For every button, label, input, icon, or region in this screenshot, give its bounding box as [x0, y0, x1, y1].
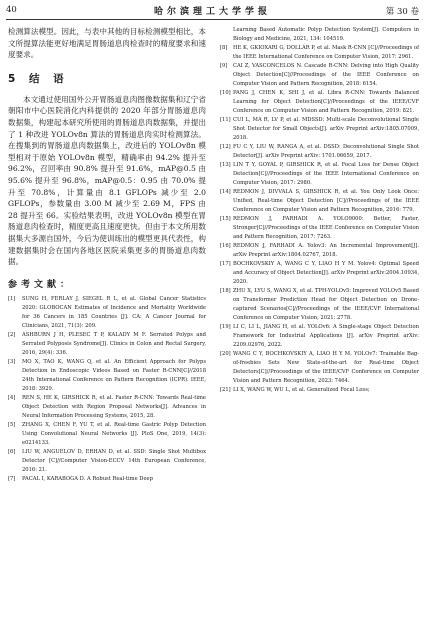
reference-text: REDMON J, FARHADI A. Yolov3: An Incremental Improvement[J]. arXiv Preprint arXiv:1804.02767, 2018. [233, 243, 419, 258]
reference-text: SUNG H, FERLAY J, SIEGEL R L, et al. Global Cancer Statistics 2020: GLOBOCAN Estimates of Incidence and Mortality Worldwide for 36 Cancers in 185 Countries [J]. CA: A Cancer Journal for Clinicians, 2021, 71(3): 209. [22, 295, 206, 329]
reference-text: WANG C Y, BOCHKOVSKIY A, LIAO H Y M. YOLOv7: Trainable Bag-of-freebies Sets New State-of-the-art for Real-time Object Detectors[C]//Proceedings of the IEEE/CVF Conference on Computer Vision and Pattern Recognition, 2023: 7464. [233, 351, 419, 384]
reference-continuation [220, 26, 419, 44]
intro-paragraph: 检测算法模型。因此，与表中其他的目标检测模型相比，本文所提算法能更好地满足胃肠道息肉检查时的精度要求和速度要求。 [8, 27, 206, 60]
reference-index: [21] [220, 387, 231, 393]
reference-item [220, 116, 419, 143]
reference-index: [3] [8, 358, 16, 365]
reference-index: [13] [220, 162, 231, 168]
reference-text: CAI Z, VASCONCELOS N. Cascade R-CNN: Delving into High Quality Object Detection[C]//Proceedings of the IEEE Conference on Computer Vision and Pattern Recognition, 2018: 6154. [233, 63, 419, 87]
reference-text: REN S, HE K, GIRSHICK R, et al. Faster R-CNN: Towards Real-time Object Detection with Region Proposal Networks[J]. Advances in Neural Information Processing Systems, 2015, 28. [22, 394, 206, 419]
reference-text: LI X, WANG W, WU L, et al. Generalized Focal Loss; [233, 387, 370, 393]
reference-item [220, 143, 419, 161]
reference-text: LIN T Y, GOYAL P, GIRSHICK R, et al. Focal Loss for Dense Object Detection[C]//Proceedings of the IEEE International Conference on Computer Vision, 2017: 2980. [233, 162, 419, 186]
reference-index: [14] [220, 189, 231, 195]
reference-item [220, 89, 419, 116]
journal-title: 哈尔滨理工大学学报 [153, 7, 271, 17]
reference-item [8, 448, 206, 475]
reference-item [8, 358, 206, 394]
reference-item [220, 215, 419, 242]
reference-index: [17] [220, 261, 231, 267]
reference-index: [20] [220, 351, 231, 357]
reference-index: [4] [8, 394, 16, 401]
right-column [220, 26, 419, 395]
reference-text: PACAL I, KARABOGA D. A Robust Real-time Deep [22, 475, 153, 482]
reference-index: [11] [220, 117, 231, 123]
conclusion-paragraph: 本文通过使用国外公开胃肠道息肉图像数据集和辽宁省朝阳市中心医院消化内科提供的 2020 年部分胃肠道息肉数据集，构建起本研究所使用的胃肠道息肉数据集，并提出了 1 种改进 YOLOv8n 算法的胃肠道息肉实时检测算法。在搜集到的胃肠道息肉数据集上，改进后的 YOLOv8n 模型相对于原始 YOLOv8n 模型，精确率由 94.2% 提升至 96.2%，召回率由 90.8% 提升至 91.6%，mAP@0.5 由 95.6% 提升至 96.8%，mAP@0.5：0.95 由 70.0% 提升至 70.8%，计算量由 8.1 GFLOPs 减少至 2.0 GFLOPs，参数量由 3.00 M 减少至 2.69 M，FPS 由 28 提升至 66。实验结果表明，改进 YOLOv8n 模型在胃肠道息肉检查时，精度更高且速度更快。但由于本文所用数据集大多源自国外，今后为使训练出的模型更具代表性，构建数据集时会在国内各地区医院采集更多的胃肠道息肉数据。 [8, 94, 206, 267]
reference-item [220, 188, 419, 215]
running-header [6, 3, 419, 20]
reference-text: FU C Y, LIU W, RANGA A, et al. DSSD: Deconvolutional Single Shot Detector[J]. arXiv Preprint arXiv: 1701.06659, 2017. [233, 144, 419, 159]
reference-item [220, 323, 419, 350]
reference-list-left [8, 295, 206, 484]
reference-text: LIU W, ANGUELOV D, ERHAN D, et al. SSD: Single Shot Multibox Detector [C]//Computer Vision-ECCV 14th European Conference, 2016: 21. [22, 448, 206, 473]
reference-list-right [220, 44, 419, 395]
reference-index: [8] [220, 45, 228, 51]
reference-item [8, 295, 206, 331]
reference-item [220, 161, 419, 188]
reference-text: REDMON J, FARHADI A. YOLO9000: Better, Faster, Stronger[C]//Proceedings of the IEEE Conference on Computer Vision and Pattern Recognition, 2017: 7263. [233, 216, 419, 240]
reference-item [220, 242, 419, 260]
reference-text: ZHANG X, CHEN F, YU T, et al. Real-time Gastric Polyp Detection Using Convolutional Neural Networks [J]. PloS One, 2019, 14(3): e0214133. [22, 421, 206, 446]
reference-item [8, 331, 206, 358]
reference-text: LI C, LI L, JIANG H, et al. YOLOv6: A Single-stage Object Detection Framework for Industrial Applications [J]. arXiv Preprint arXiv: 2209.02976, 2022. [233, 324, 419, 348]
reference-item [220, 44, 419, 62]
reference-item [220, 260, 419, 287]
reference-index: [5] [8, 421, 16, 428]
reference-index: [6] [8, 448, 16, 455]
reference-index: [2] [8, 331, 16, 338]
reference-item [220, 350, 419, 386]
reference-text: CUI L, MA R, LV P, et al. MDSSD: Multi-scale Deconvolutional Single Shot Detector for Small Objects[J]. arXiv Preprint arXiv:1805.07009, 2018. [233, 117, 419, 141]
reference-item [8, 475, 206, 484]
reference-index: [9] [220, 63, 228, 69]
reference-index: [10] [220, 90, 231, 96]
references-heading: 参考文献： [8, 279, 74, 290]
reference-item [8, 394, 206, 421]
reference-text: Learning Based Automatic Polyp Detection System[J]. Computers in Biology and Medicine, 2021, 134: 104519. [233, 27, 419, 42]
page-number: 40 [6, 5, 17, 15]
reference-text: MO X, TAO K, WANG Q, et al. An Efficient Approach for Polyps Detection in Endoscopic Videos Based on Faster R-CNN[C]//2018 24th International Conference on Pattern Recognition (ICPR). IEEE, 2018: 3929. [22, 358, 206, 392]
reference-text: HE K, GKIOXARI G, DOLLÁR P, et al. Mask R-CNN [C]//Proceedings of the IEEE International Conference on Computer Vision, 2017: 2961. [233, 45, 419, 60]
conclusion-heading: 5 结 语 [8, 72, 69, 85]
volume-label: 第 30 卷 [385, 7, 419, 17]
reference-index: [1] [8, 295, 16, 302]
reference-index: [19] [220, 324, 231, 330]
reference-index: [15] [220, 216, 231, 222]
reference-item [220, 386, 419, 395]
reference-text: REDMON J, DIVVALA S, GIRSHICK R, et al. You Only Look Once: Unified, Real-time Object Detection [C]//Proceedings of the IEEE Conference on Computer Vision and Pattern Recognition, 2016: 779. [233, 189, 419, 213]
reference-text: PANG J, CHEN K, SHI J, et al. Libra R-CNN: Towards Balanced Learning for Object Detection[C]//Proceedings of the IEEE/CVF Conference on Computer Vision and Pattern Recognition, 2019: 821. [233, 90, 419, 114]
reference-item [220, 287, 419, 323]
reference-index: [12] [220, 144, 231, 150]
reference-item [220, 62, 419, 89]
reference-item [8, 421, 206, 448]
left-column [8, 26, 206, 484]
reference-text: ZHU X, LYU S, WANG X, et al. TPH-YOLOv5: Improved YOLOv5 Based on Transformer Prediction Head for Object Detection on Drone-captured Scenarios[C]//Proceedings of the IEEE/CVF International Conference on Computer Vision, 2021: 2778. [233, 288, 419, 321]
reference-index: [7] [8, 475, 16, 482]
reference-text: BOCHKOVSKIY A, WANG C Y, LIAO H Y M. Yolov4: Optimal Speed and Accuracy of Object Detection[J]. arXiv Preprint arXiv:2004.10934, 2020. [233, 261, 419, 285]
reference-text: ASHBURN J H, PLESEC T P, KALADY M F. Serrated Polyps and Serrated Polyposis Syndrome[J]. Clinics in Colon and Rectal Surgery, 2016, 29(4): 336. [22, 331, 206, 356]
reference-index: [16] [220, 243, 231, 249]
reference-index: [18] [220, 288, 231, 294]
